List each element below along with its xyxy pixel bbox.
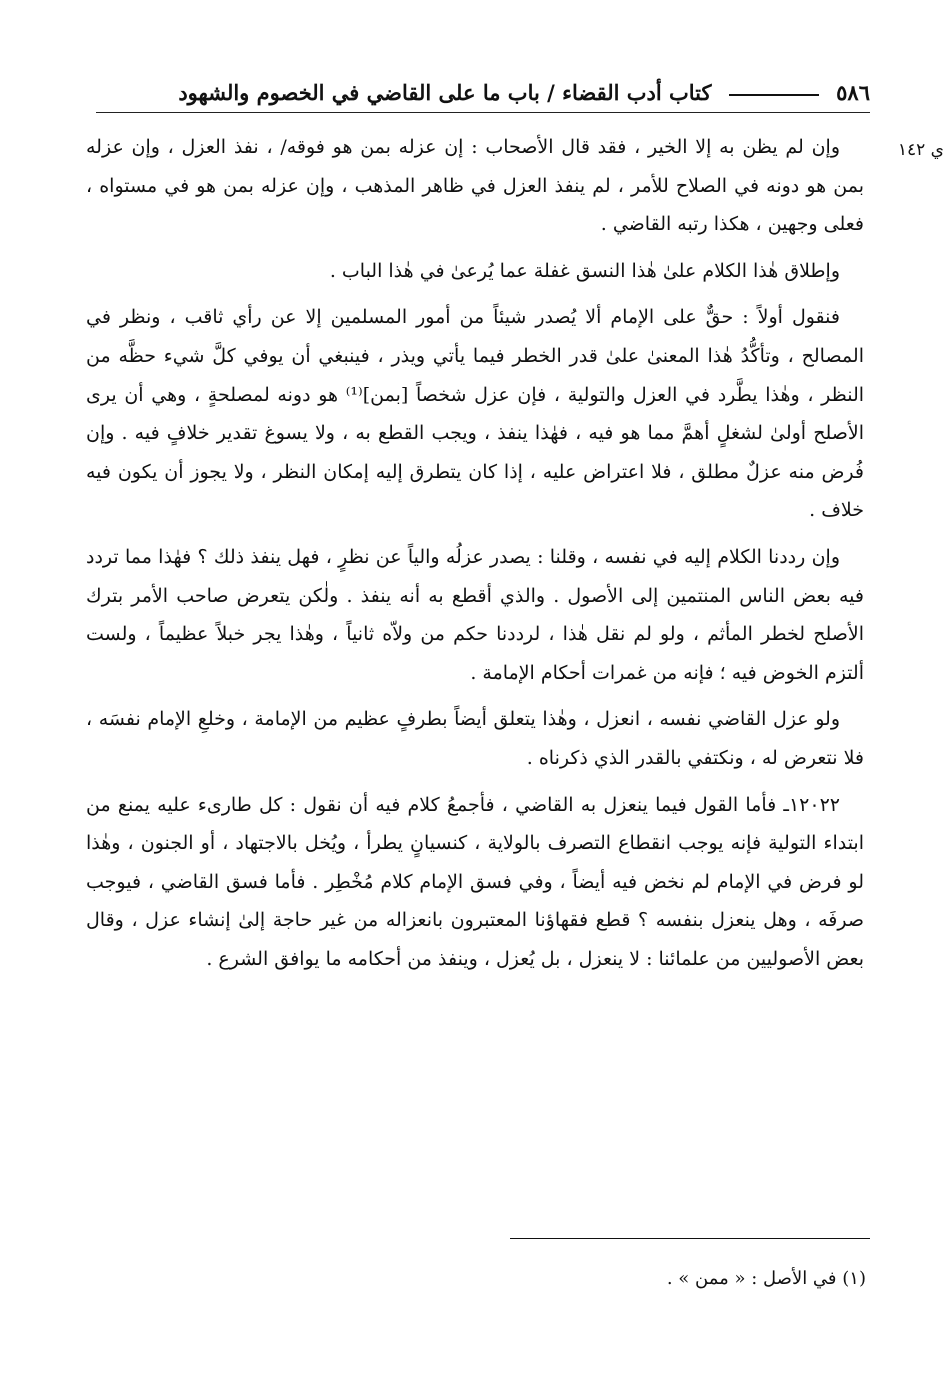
- paragraph: وإن لم يظن به إلا الخير ، فقد قال الأصحاب : إن عزله بمن هو فوقه/ ، نفذ العزل ، وإن عزله بمن هو دونه في الصلاح للأمر ، لم ينفذ العزل في ظاهر المذهب ، وإن عزله بمن هو في مستواه ، فعلى وجهين ، هكذا رتبه القاضي .: [86, 136, 864, 236]
- paragraph: ١٢٠٢٢ـ فأما القول فيما ينعزل به القاضي ، فأجمعُ كلام فيه أن نقول : كل طارىء عليه يمنع من ابتداء التولية فإنه يوجب انقطاع التصرف بالولاية ، كنسيانٍ يطرأ ، ويُخل بالاجتهاد ، أو الجنون ، وهٰذا لو فرض في الإمام لم نخض فيه أيضاً ، وفي فسق الإمام كلام مُخْطِر . فأما فسق القاضي ، فيوجب صرفَه ، وهل ينعزل بنفسه ؟ قطع فقهاؤنا المعتبرون بانعزاله من غير حاجة إلىٰ إنشاء عزل ، وقال بعض الأصوليين من علمائنا : لا ينعزل ، بل يُعزل ، وينفذ من أحكامه ما يوافق الشرع .: [86, 793, 865, 970]
- paragraph: وإن رددنا الكلام إليه في نفسه ، وقلنا : يصدر عزلُه والياً عن نظرٍ ، فهل ينفذ ذلك ؟ فهٰذا مما تردد فيه بعض الناس المنتمين إلى الأصول . والذي أقطع به أنه ينفذ . ولٰكن يتعرض صاحب الأمر بترك الأصلح لخطر المأثم ، ولو لم نقل هٰذا ، لرددنا حكم من ولاّه ثانياً ، وهٰذا يجر خبلاً عظيماً ، ولست ألتزم الخوض فيه ؛ فإنه من غمرات أحكام الإمامة .: [86, 545, 864, 684]
- header-title: كتاب أدب القضاء / باب ما على القاضي في الخصوم والشهود: [178, 80, 712, 105]
- margin-page-reference: ي ١٤٢: [897, 140, 944, 160]
- page-number: ٥٨٦: [836, 80, 870, 105]
- running-header: [96, 74, 870, 113]
- footnote-divider: [510, 1238, 870, 1239]
- paragraph: وإطلاق هٰذا الكلام علىٰ هٰذا النسق غفلة عما يُرعىٰ في هٰذا الباب .: [329, 259, 840, 282]
- header-rule: [729, 94, 819, 96]
- footnote: (١) في الأصل : « ممن » .: [666, 1268, 866, 1289]
- main-text: [86, 128, 864, 986]
- paragraph: ولو عزل القاضي نفسه ، انعزل ، وهٰذا يتعلق أيضاً بطرفٍ عظيم من الإمامة ، وخلعِ الإمام نفسَه ، فلا نتعرض له ، ونكتفي بالقدر الذي ذكرناه .: [86, 708, 864, 769]
- paragraph: فنقول أولاً : حقٌّ على الإمام ألا يُصدر شيئاً من أمور المسلمين إلا عن رأي ثاقب ، ونظر في المصالح ، وتأكُّدُ هٰذا المعنىٰ علىٰ قدر الخطر فيما يأتي ويذر ، فينبغي أن يوفي كلَّ شيء حظَّه من النظر ، وهٰذا يطَّرد في العزل والتولية ، فإن عزل شخصاً [بمن]⁽¹⁾ هو دونه لمصلحةٍ ، وهي أن يرى الأصلح أولىٰ لشغلٍ أهمَّ مما هو فيه ، فهٰذا ينفذ ، ويجب القطع به ، ولا يسوغ تقدير خلافٍ فيه . وإن فُرض منه عزلٌ مطلق ، فلا اعتراض عليه ، إذا كان يتطرق إليه إمكان النظر ، ولا يجوز أن يكون فيه خلاف .: [86, 306, 865, 522]
